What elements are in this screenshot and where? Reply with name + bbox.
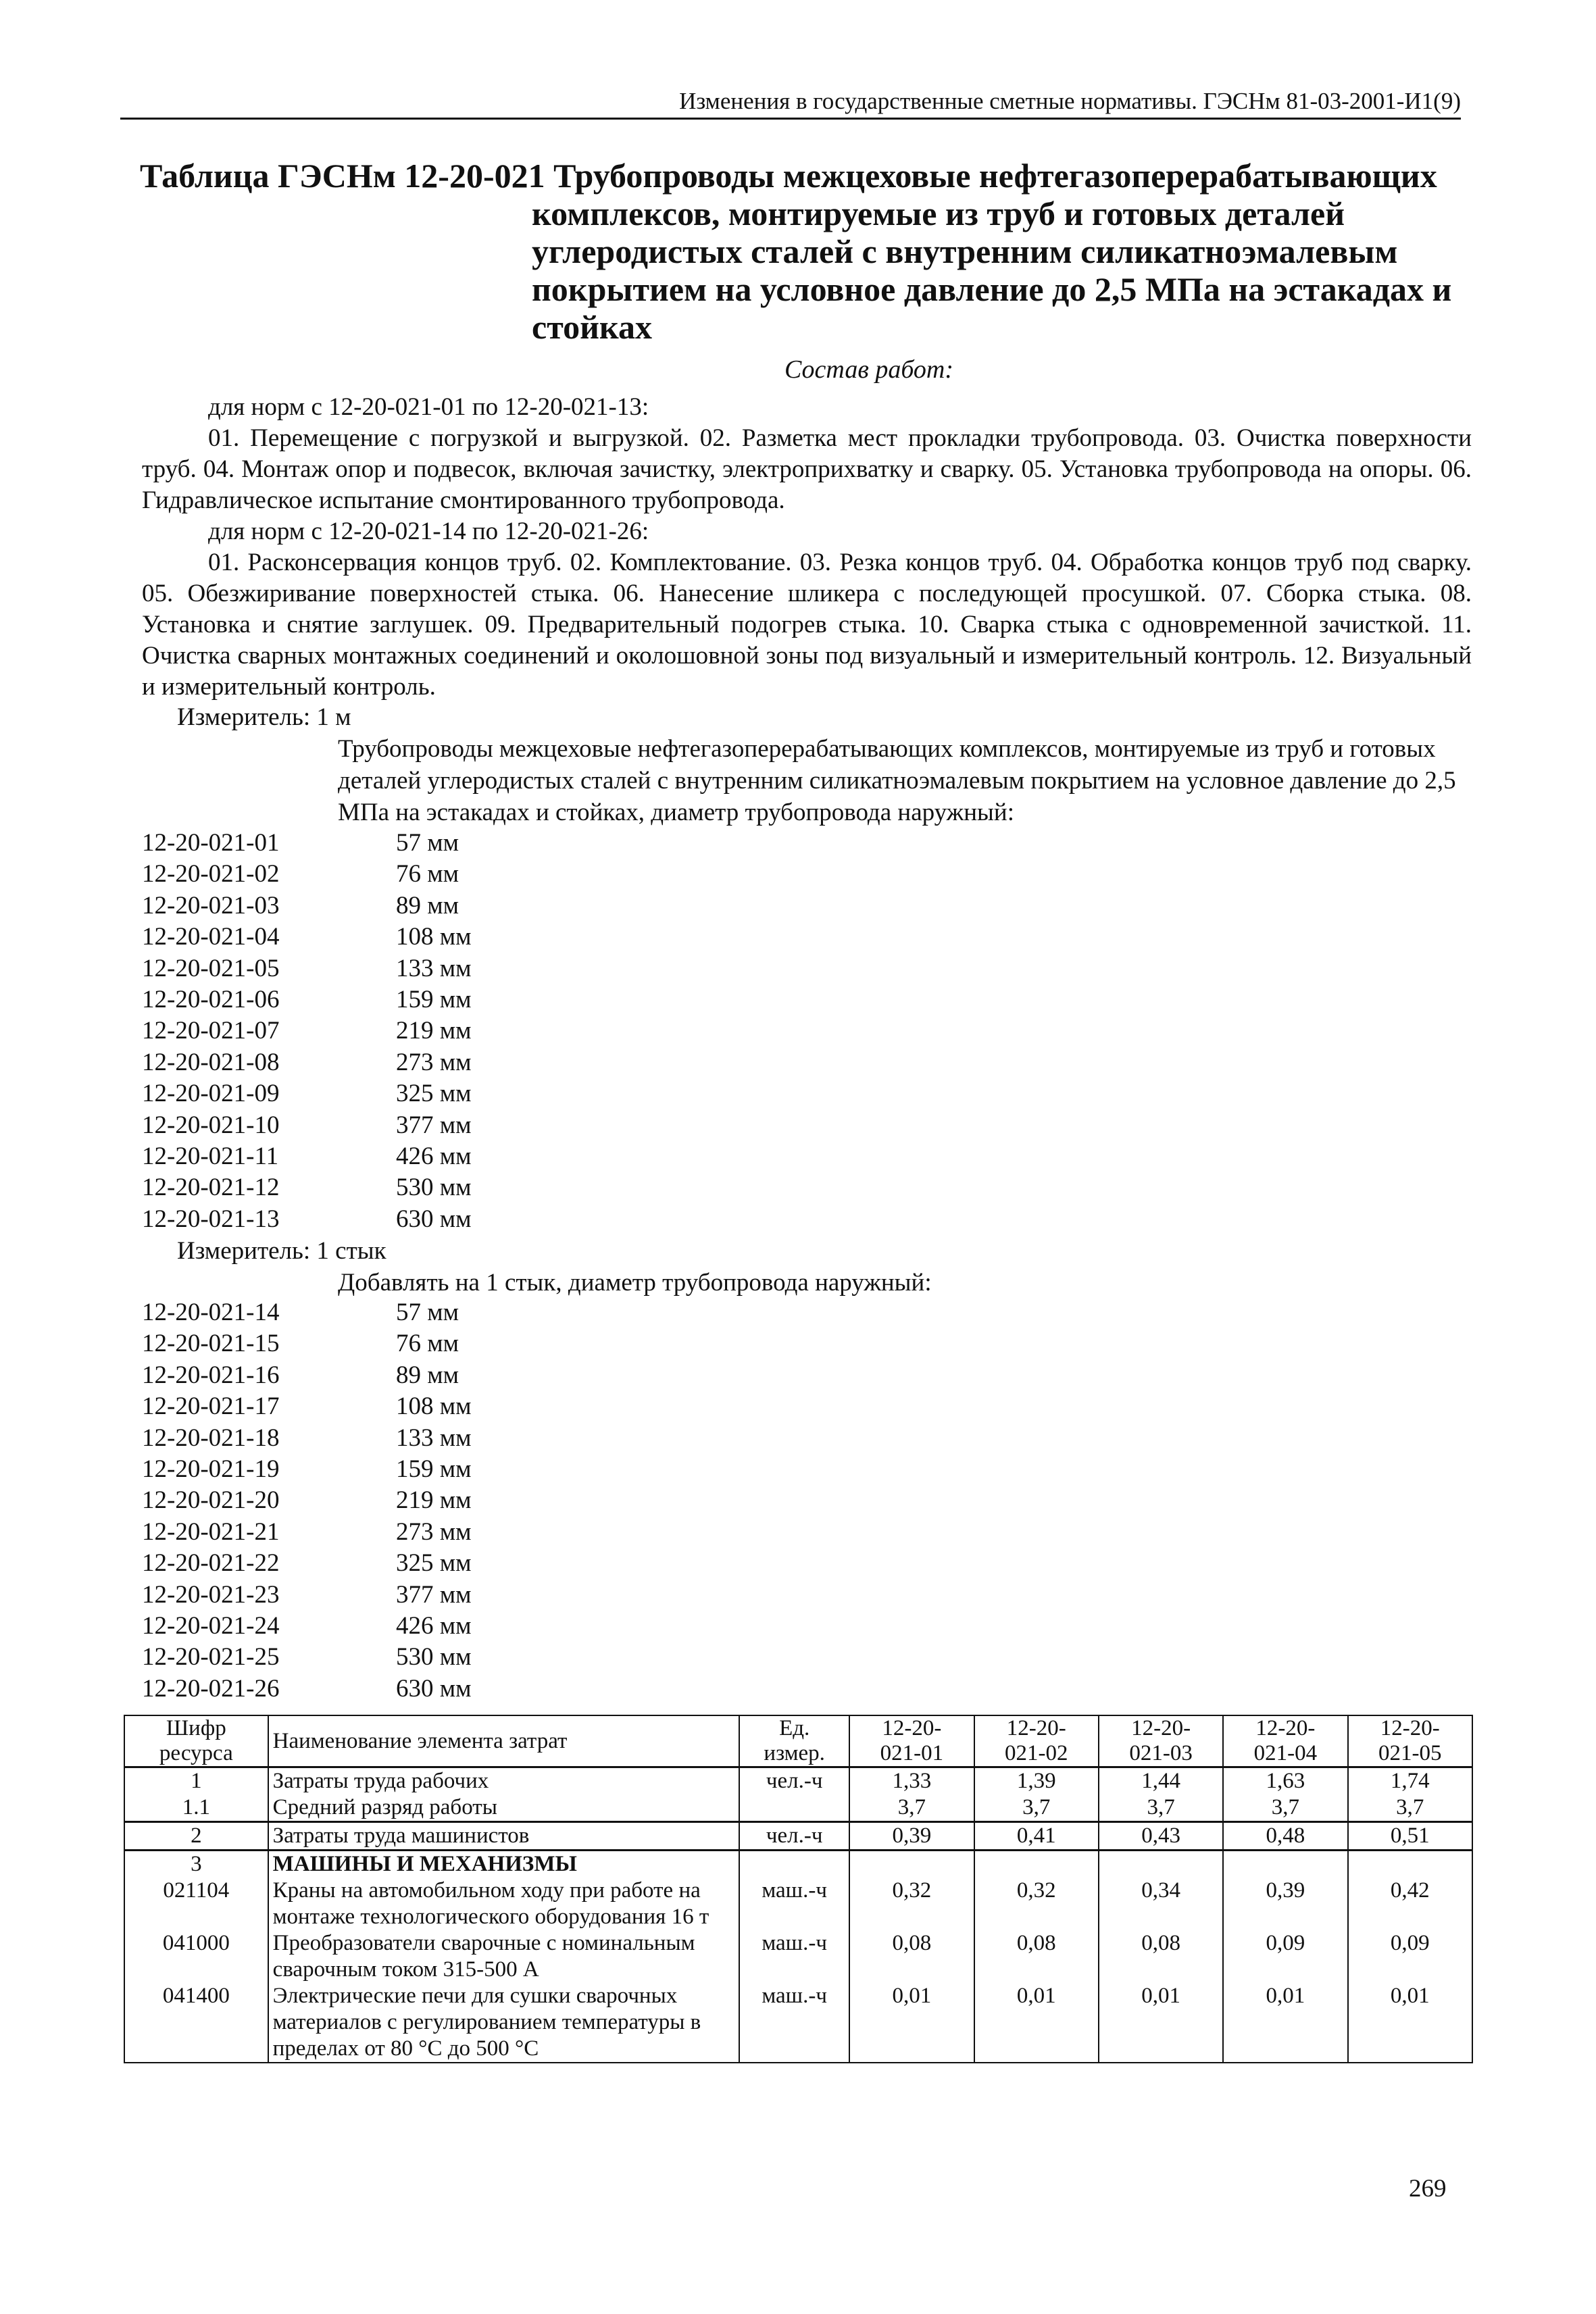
table-row: 2 Затраты труда машинистов чел.-ч 0,39 0,41 0,43 0,48 0,51 [124,1822,1472,1851]
table-title [140,157,1457,346]
header-col-4: 12-20- 021-04 [1223,1715,1347,1767]
table-row: 1 Затраты труда рабочих чел.-ч 1,33 1,39 1,44 1,63 1,74 [124,1767,1472,1795]
norm-diameter: 76 мм [396,1330,459,1358]
norm-diameter: 377 мм [396,1580,472,1609]
norm-code: 12-20-021-22 [142,1549,280,1578]
norm-code: 12-20-021-19 [142,1455,280,1483]
norm-diameter: 426 мм [396,1142,472,1170]
norm-code: 12-20-021-06 [142,985,280,1013]
norm-code: 12-20-021-24 [142,1611,280,1640]
norm-diameter: 273 мм [396,1517,472,1546]
norm-diameter: 325 мм [396,1080,472,1108]
norm-diameter: 108 мм [396,1392,472,1421]
norm-code: 12-20-021-13 [142,1205,280,1233]
norm-code: 12-20-021-03 [142,891,280,920]
resource-table [124,1715,1473,2063]
norm-diameter: 219 мм [396,1486,472,1515]
norm-diameter: 630 мм [396,1674,472,1703]
norm-diameter: 426 мм [396,1611,472,1640]
norm-diameter: 89 мм [396,891,459,920]
title-line-1: Таблица ГЭСНм 12-20-021 Трубопроводы межцеховые нефтегазоперерабатывающих [140,157,1437,195]
table-row: 021104 Краны на автомобильном ходу при работе на монтаже технологического оборудования 16 т маш.-ч 0,32 0,32 0,34 0,39 0,42 [124,1878,1472,1930]
group1-operations: 01. Перемещение с погрузкой и выгрузкой. 02. Разметка мест прокладки трубопровода. 03. Очистка поверхности труб. 04. Монтаж опор и подвесок, включая зачистку, электроприхватку и сварку. 05. Установка трубопровода на опоры. 06. Гидравлическое испытание смонтированного трубопровода. [142,424,1472,514]
norm-code: 12-20-021-07 [142,1017,280,1045]
norm-code: 12-20-021-08 [142,1048,280,1076]
meter-2: Измеритель: 1 стык [177,1237,386,1265]
norm-diameter: 325 мм [396,1549,472,1578]
running-header: Изменения в государственные сметные нормативы. ГЭСНм 81-03-2001-И1(9) [120,86,1461,120]
norm-diameter: 159 мм [396,985,472,1013]
table-row: 041000 Преобразователи сварочные с номинальным сварочным током 315-500 А маш.-ч 0,08 0,08 0,08 0,09 0,09 [124,1930,1472,1983]
group2-intro: для норм с 12-20-021-14 по 12-20-021-26: [208,518,649,545]
norm-code: 12-20-021-01 [142,829,280,857]
norm-code: 12-20-021-20 [142,1486,280,1515]
header-col-1: 12-20- 021-01 [849,1715,974,1767]
title-line-2: комплексов, монтируемые из труб и готовых деталей углеродистых сталей с внутренним силикатноэмалевым покрытием на условное давление до 2,5 МПа на эстакадах и стойках [532,195,1452,346]
header-name: Наименование элемента затрат [268,1715,739,1767]
header-unit: Ед. измер. [739,1715,849,1767]
norm-diameter: 89 мм [396,1361,459,1389]
norm-diameter: 530 мм [396,1174,472,1202]
norm-code: 12-20-021-26 [142,1674,280,1703]
norm-code: 12-20-021-12 [142,1174,280,1202]
norm-diameter: 159 мм [396,1455,472,1483]
header-col-5: 12-20- 021-05 [1348,1715,1472,1767]
norm-code: 12-20-021-11 [142,1142,279,1170]
norm-diameter: 57 мм [396,1299,459,1326]
header-code: Шифр ресурса [124,1715,268,1767]
work-composition-heading: Состав работ: [784,355,954,384]
table-header-row [124,1715,1472,1767]
norm-code: 12-20-021-10 [142,1111,280,1139]
norm-code: 12-20-021-15 [142,1330,280,1358]
norm-code: 12-20-021-23 [142,1580,280,1609]
page-number: 269 [1409,2175,1447,2203]
description-1: Трубопроводы межцеховые нефтегазоперерабатывающих комплексов, монтируемые из труб и готовых деталей углеродистых сталей с внутренним силикатноэмалевым покрытием на условное давление до 2,5 МПа на эстакадах и стойках, диаметр трубопровода наружный: [338,735,1456,826]
table-row: 1.1 Средний разряд работы 3,7 3,7 3,7 3,7 3,7 [124,1794,1472,1822]
norm-code: 12-20-021-21 [142,1517,280,1546]
norm-diameter: 630 мм [396,1205,472,1233]
norm-diameter: 76 мм [396,860,459,888]
description-2: Добавлять на 1 стык, диаметр трубопровода наружный: [338,1269,932,1297]
norm-code: 12-20-021-14 [142,1299,280,1326]
norm-diameter: 530 мм [396,1643,472,1671]
meter-1: Измеритель: 1 м [177,703,351,731]
header-col-2: 12-20- 021-02 [974,1715,1099,1767]
norm-diameter: 377 мм [396,1111,472,1139]
norm-diameter: 108 мм [396,923,472,951]
group2-operations: 01. Расконсервация концов труб. 02. Комплектование. 03. Резка концов труб. 04. Обработка концов труб под сварку. 05. Обезжиривание поверхностей стыка. 06. Нанесение шликера с последующей просушкой. 07. Сборка стыка. 08. Установка и снятие заглушек. 09. Предварительный подогрев стыка. 10. Сварка стыка с одновременной зачисткой. 11. Очистка сварных монтажных соединений и околошовной зоны под визуальный и измерительный контроль. 12. Визуальный и измерительный контроль. [142,549,1472,701]
group1-intro: для норм с 12-20-021-01 по 12-20-021-13: [208,393,649,421]
norm-diameter: 133 мм [396,954,472,982]
norm-code: 12-20-021-18 [142,1424,280,1452]
norm-code: 12-20-021-05 [142,954,280,982]
norm-code: 12-20-021-17 [142,1392,280,1421]
norm-code: 12-20-021-25 [142,1643,280,1671]
norm-code: 12-20-021-16 [142,1361,280,1389]
norm-code: 12-20-021-09 [142,1080,280,1108]
table-row: 041400 Электрические печи для сушки сварочных материалов с регулированием температуры в пределах от 80 °С до 500 °С маш.-ч 0,01 0,01 0,01 0,01 0,01 [124,1983,1472,2063]
header-col-3: 12-20- 021-03 [1099,1715,1223,1767]
norm-code: 12-20-021-02 [142,860,280,888]
norm-diameter: 57 мм [396,829,459,857]
table-row: 3 МАШИНЫ И МЕХАНИЗМЫ [124,1851,1472,1878]
norm-diameter: 273 мм [396,1048,472,1076]
norm-diameter: 219 мм [396,1017,472,1045]
norm-diameter: 133 мм [396,1424,472,1452]
norm-code: 12-20-021-04 [142,923,280,951]
